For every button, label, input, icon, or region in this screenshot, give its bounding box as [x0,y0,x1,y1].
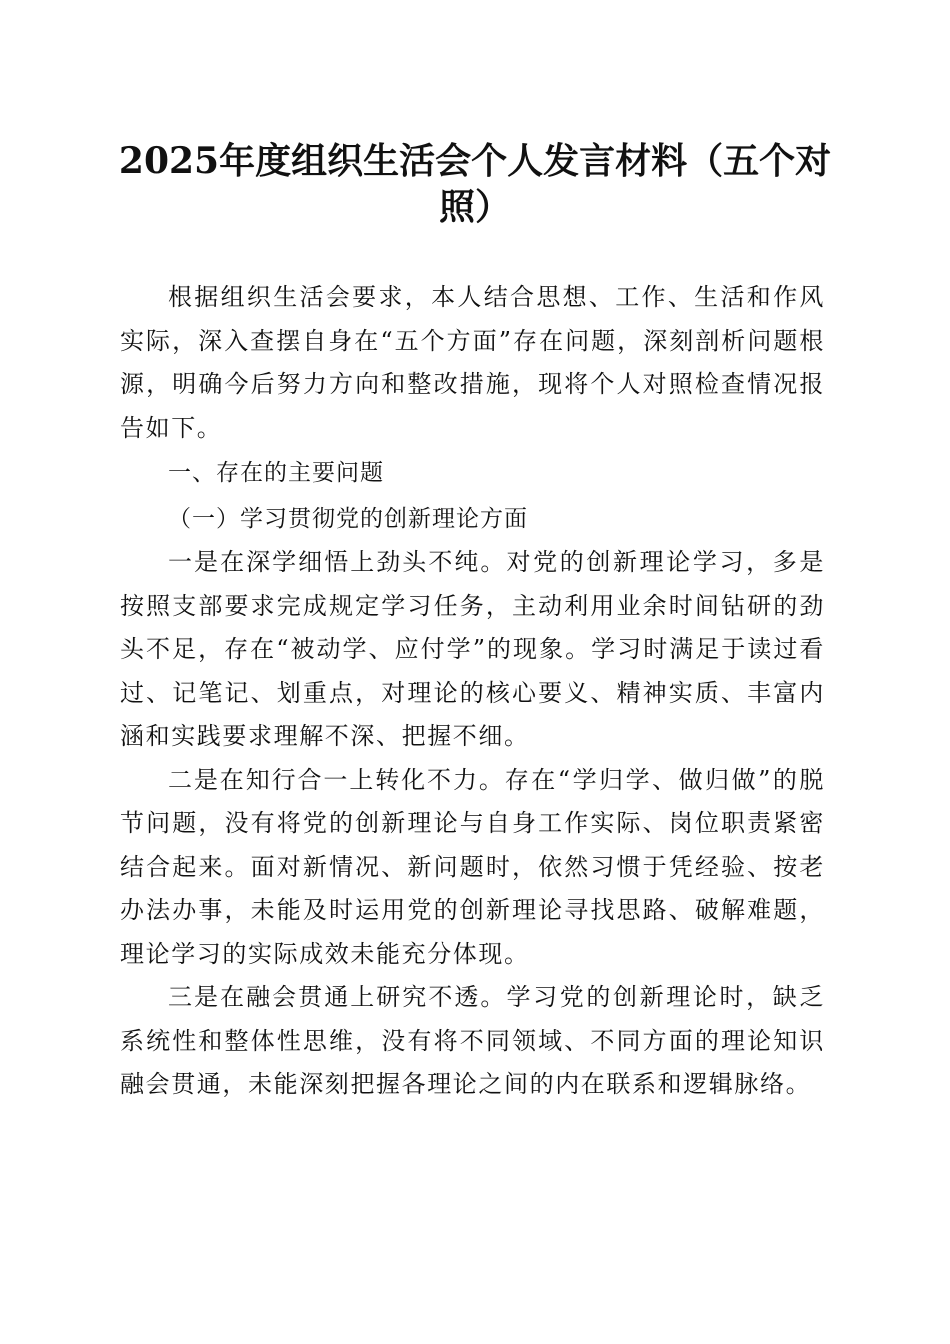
section-heading: 一、存在的主要问题 [168,460,384,486]
point-lead-1: 一是在深学细悟上劲头不纯。 [168,548,507,576]
subsection-heading: （一）学习贯彻党的创新理论方面 [168,506,528,532]
point-paragraph-3 [120,976,825,1107]
document-title: 2025年度组织生活会个人发言材料（五个对照） [118,140,832,228]
point-paragraph-1 [120,541,825,759]
point-lead-2: 二是在知行合一上转化不力。 [168,765,505,794]
point-text-2: 存在“学归学、做归做”的脱节问题，没有将党的创新理论与自身工作实际、岗位职责紧密结合起来。面对新情况、新问题时，依然习惯于凭经验、按老办法办事，未能及时运用党的创新理论寻找思路、破解难题，理论学习的实际成效未能充分体现。 [120,765,825,968]
point-text-3: 学习党的创新理论时，缺乏系统性和整体性思维，没有将不同领域、不同方面的理论知识融会贯通，未能深刻把握各理论之间的内在联系和逻辑脉络。 [120,983,826,1098]
point-paragraph-2 [120,759,825,977]
point-text-1: 对党的创新理论学习，多是按照支部要求完成规定学习任务，主动利用业余时间钻研的劲头不足，存在“被动学、应付学”的现象。学习时满足于读过看过、记笔记、划重点，对理论的核心要义、精神实质、丰富内涵和实践要求理解不深、把握不细。 [120,548,826,750]
intro-paragraph: 根据组织生活会要求，本人结合思想、工作、生活和作风实际，深入查摆自身在“五个方面”存在问题，深刻剖析问题根源，明确今后努力方向和整改措施，现将个人对照检查情况报告如下。 [120,283,825,442]
point-lead-3: 三是在融会贯通上研究不透。 [168,983,507,1011]
document-body [120,276,825,1107]
